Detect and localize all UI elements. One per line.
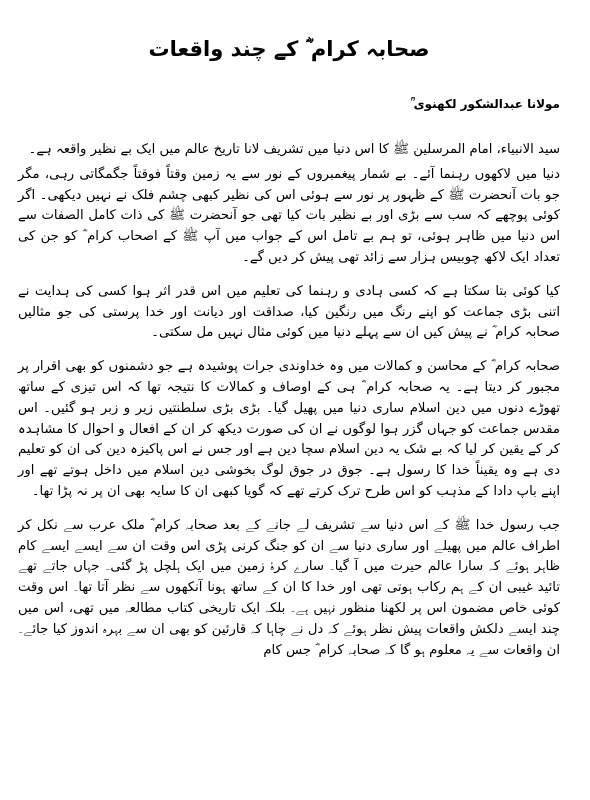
paragraph-leaders: دنیا میں لاکھوں رہنما آئے۔ بے شمار پیغمبروں کے نور سے یہ زمین وقتاً فوقتاً جگمگاتی رہی، مگر جو بات آنحضرت ﷺ کے ظہور پر نور سے ہوئی اس کی نظیر کبھی چشم فلک نے نہیں دیکھی۔ اگر کوئی پوچھے کہ سب سے بڑی اور بے نظیر بات کیا تھی جو آنحضرت ﷺ کی ذات کامل الصفات سے اس دنیا میں ظاہر ہوئی، تو ہم بے تامل اس کے جواب میں آپ ﷺ کے اصحاب کرام ؓ کو جن کی تعداد ایک لاکھ چوبیس ہزار سے زائد تھی پیش کر دیں گے۔ <box>18 166 560 265</box>
paragraph-teaching: کیا کوئی بتا سکتا ہے کہ کسی ہادی و رہنما کی تعلیم میں اس قدر اثر ہوا کسی کی ہدایت نے اتنی بڑی جماعت کو اپنے رنگ میں رنگین کیا، صداقت اور دیانت اور خدا پرستی کی جو مثالیں صحابہ کرام ؓ نے پیش کیں ان سے پہلے دنیا میں کوئی مثال نہیں مل سکتی۔ <box>18 283 560 341</box>
paragraph-intro: سید الانبیاء، امام المرسلین ﷺ کا اس دنیا میں تشریف لانا تاریخ عالم میں ایک بے نظیر واقعہ ہے۔ <box>28 142 560 157</box>
author-name: مولانا عبدالشکور لکھنوی ؒ <box>410 97 560 111</box>
paragraph-virtues: صحابہ کرام ؓ کے محاسن و کمالات میں وہ خداوندی جرات پوشیدہ ہے جو دشمنوں کو بھی اقرار پر مجبور کر دیتا ہے۔ یہ صحابہ کرام ؓ ہی کے اوصاف و کمالات کا نتیجہ تھا کہ اس تیزی کے ساتھ تھوڑے دنوں میں دین اسلام ساری دنیا میں پھیل گیا۔ بڑی بڑی سلطنتیں زیر و زبر ہو گئیں۔ اس مقدس جماعت کو جہاں گزر ہوا لوگوں نے ان کی صورت دیکھ کر ان کے افعال و احوال کا مشاہدہ کر کے یقین کر لیا کہ بے شک یہ دین اسلام سچا دین ہے اور جس نے اس پاکیزہ دین کی ان کو تعلیم دی ہے وہ یقیناً خدا کا رسول ہے۔ جوق در جوق لوگ بخوشی دین اسلام میں داخل ہوتے تھے اور اپنے باپ دادا کے مذہب کو اس طرح ترک کرتے تھے کہ گویا کبھی ان کا سایہ بھی ان پر نہ پڑا تھا۔ <box>18 359 560 499</box>
paragraph-expansion: جب رسول خدا ﷺ کے اس دنیا سے تشریف لے جانے کے بعد صحابہ کرام ؓ ملک عرب سے نکل کر اطراف عالم میں پھیلے اور ساری دنیا سے ان کو جنگ کرنی پڑی اس وقت ان سے ایسے ایسے کام ظاہر ہوئے کہ سارا عالم حیرت میں آ گیا۔ سارے کرۂ زمین میں ایک ہلچل پڑ گئی۔ جہاں جاتے تھے تائید غیبی ان کے ہم رکاب ہوتی تھی اور خدا کا ان کے ساتھ ہونا آنکھوں سے نظر آتا تھا۔ اس وقت کوئی خاص مضمون اس پر لکھنا منظور نہیں ہے۔ بلکہ ایک تاریخی کتاب مطالعہ میں تھی، اس میں چند ایسے دلکش واقعات پیش نظر ہوئے کہ دل نے چاہا کہ قارئین کو بھی ان سے بہرہ اندوز کیا جائے۔ ان واقعات سے یہ معلوم ہو گا کہ صحابہ کرام ؓ جس کام <box>18 517 560 658</box>
document-title: صحابہ کرام ؓ کے چند واقعات <box>148 37 430 61</box>
document-body <box>18 140 560 661</box>
